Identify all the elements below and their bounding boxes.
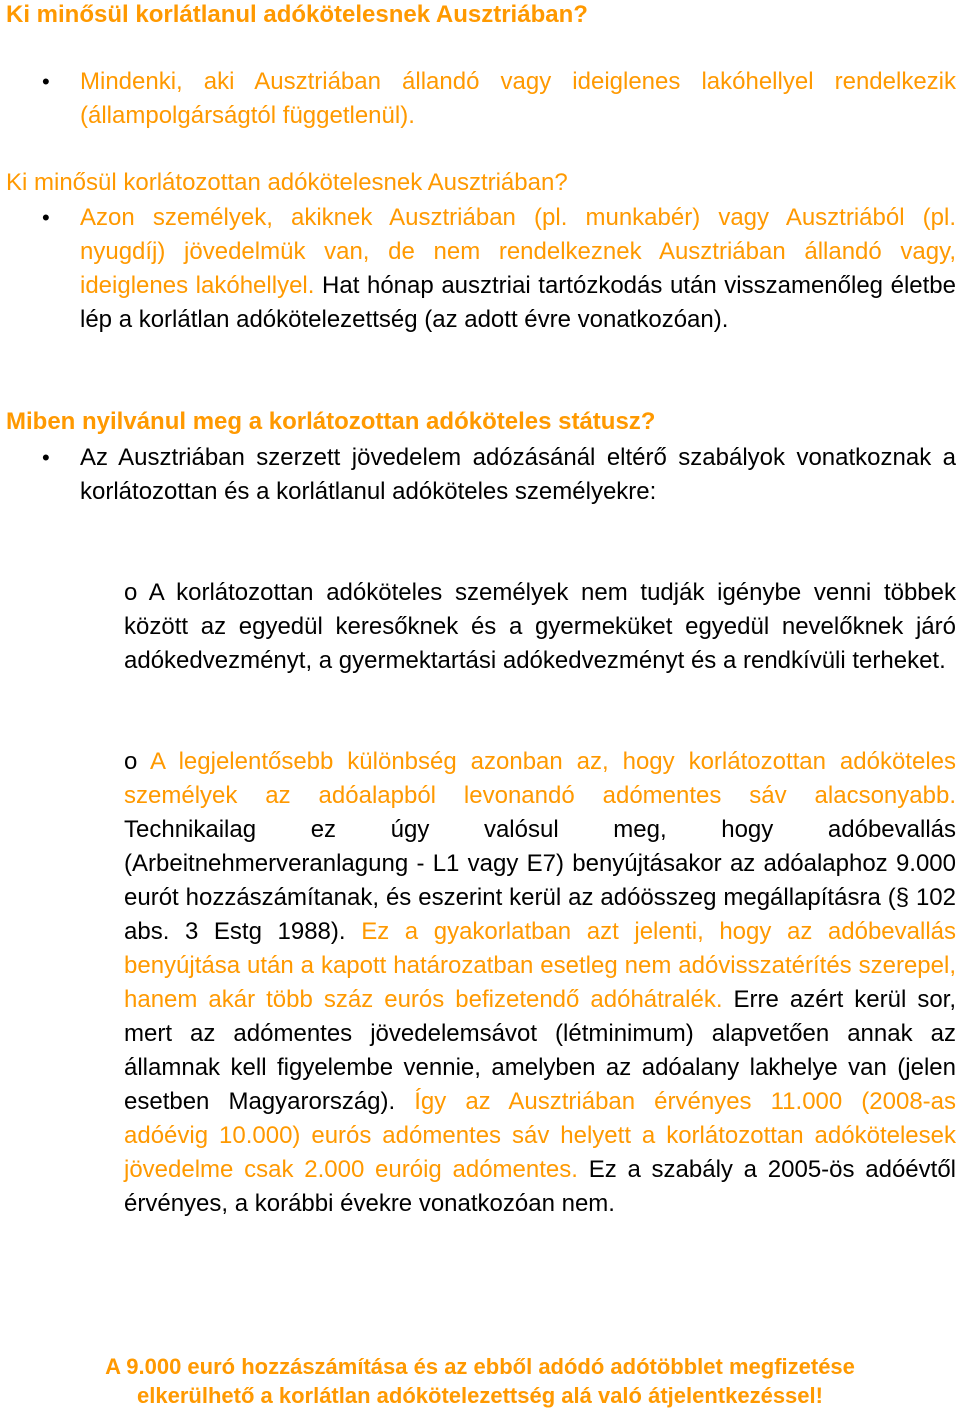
sub-bullet-marker: o xyxy=(124,748,138,775)
footer-line-1: A 9.000 euró hozzászámítása és az ebből adódó adótöbblet megfizetése xyxy=(105,1354,855,1379)
validity-text: Ez a szabály a 2005-ös adóévtől érvényes, a korábbi évekre vonatkozóan nem. xyxy=(124,1156,957,1217)
limited-persons-definition: Azon személyek, akiknek Ausztriában (pl. munkabér) vagy Ausztriából (pl. nyugdíj) jövedelmük van, de nem rendelkeznek Ausztriában állandó vagy, ideiglenes lakóhellyel. xyxy=(80,204,956,299)
heading-limited-status-effects: Miben nyilvánul meg a korlátozottan adóköteles státusz? xyxy=(6,408,656,435)
difference-text: A legjelentősebb különbség azonban az, hogy korlátozottan adóköteles személyek az adóalapból levonandó adómentes sáv alacsonyabb. xyxy=(124,748,957,809)
bullet-different-rules: Az Ausztriában szerzett jövedelem adózásánál eltérő szabályok vonatkoznak a korlátozottan és a korlátlanul adóköteles személyekre: xyxy=(80,444,956,505)
practice-text: Ez a gyakorlatban azt jelenti, hogy az adóbevallás benyújtása után a kapott határozatban esetleg nem adóvisszatérítés szerepel, hanem akár több száz eurós befizetendő adóhátralék. xyxy=(124,918,957,1013)
bullet-marker: • xyxy=(42,69,50,94)
bullet-marker: • xyxy=(42,445,50,470)
sub-item-no-allowances xyxy=(124,576,956,678)
reason-text: Erre azért kerül sor, mert az adómentes jövedelemsávot (létminimum) alapvetően annak az államnak kell figyelembe vennie, amelyben az adóalany lakhelye van (jelen esetben Magyarország). xyxy=(124,986,956,1115)
sub-bullet-marker: o xyxy=(124,579,138,606)
bullet-limited-persons xyxy=(80,201,956,337)
bullet-everyone-resident: Mindenki, aki Ausztriában állandó vagy ideiglenes lakóhellyel rendelkezik (állampolgárságtól függetlenül). xyxy=(80,68,956,129)
bullet-marker: • xyxy=(42,205,50,230)
sub-item-text: A korlátozottan adóköteles személyek nem tudják igénybe venni többek között az egyedül keresőknek és a gyermeküket egyedül nevelőknek járó adókedvezményt, a gyermektartási adókedvezményt és a rendkívüli terheket. xyxy=(124,579,957,674)
footer-line-2: elkerülhető a korlátlan adókötelezettség alá való átjelentkezéssel! xyxy=(137,1383,823,1408)
six-month-rule: Hat hónap ausztriai tartózkodás után visszamenőleg életbe lép a korlátlan adókötelezettség (az adott évre vonatkozóan). xyxy=(80,272,957,333)
technical-text: Technikailag ez úgy valósul meg, hogy adóbevallás (Arbeitnehmerveranlagung - L1 vagy E7) benyújtásakor az adóalaphoz 9.000 eurót hozzászámítanak, és eszerint kerül az adóösszeg megállapításra (§ 102 abs. 3 Estg 1988). xyxy=(124,816,956,945)
footer-note xyxy=(0,1352,960,1410)
heading-limited-tax-liability: Ki minősül korlátozottan adókötelesnek Ausztriában? xyxy=(6,169,568,196)
band-amount-text: Így az Ausztriában érvényes 11.000 (2008-as adóévig 10.000) eurós adómentes sáv helyett a korlátozottan adókötelesek jövedelme csak 2.000 euróig adómentes. xyxy=(124,1088,957,1183)
sub-item-tax-free-band xyxy=(124,745,956,1221)
heading-unlimited-tax-liability: Ki minősül korlátlanul adókötelesnek Ausztriában? xyxy=(6,1,588,28)
